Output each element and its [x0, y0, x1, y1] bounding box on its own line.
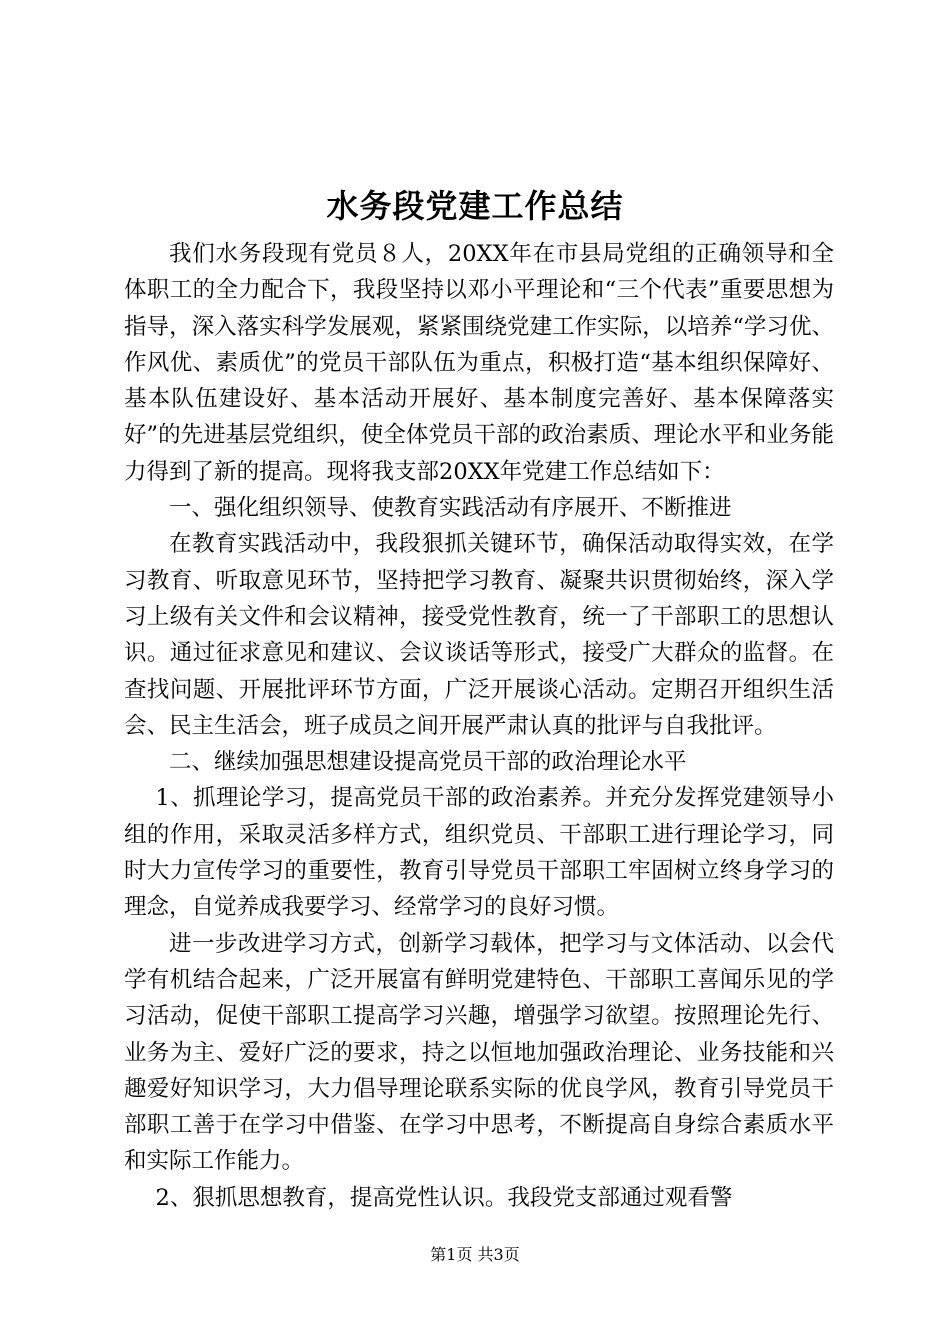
section-heading-2: 二、继续加强思想建设提高党员干部的政治理论水平 [169, 749, 687, 776]
paragraph-item-2: 2、狠抓思想教育，提高党性认识。我段党支部通过观看警 [155, 1184, 733, 1211]
section-heading-1: 一、强化组织领导、使教育实践活动有序展开、不断推进 [169, 495, 732, 522]
document-body [124, 236, 834, 1216]
paragraph-study-methods: 进一步改进学习方式，创新学习载体，把学习与文体活动、以会代学有机结合起来，广泛开展富有鲜明党建特色、干部职工喜闻乐见的学习活动，促使干部职工提高学习兴趣，增强学习欲望。按照理论先行、业务为主、爱好广泛的要求，持之以恒地加强政治理论、业务技能和兴趣爱好知识学习，大力倡导理论联系实际的优良学风，教育引导党员干部职工善于在学习中借鉴、在学习中思考，不断提高自身综合素质水平和实际工作能力。 [124, 930, 834, 1175]
document-title: 水务段党建工作总结 [326, 187, 624, 225]
paragraph-section-1: 在教育实践活动中，我段狠抓关键环节，确保活动取得实效，在学习教育、听取意见环节，坚持把学习教育、凝聚共识贯彻始终，深入学习上级有关文件和会议精神，接受党性教育，统一了干部职工的思想认识。通过征求意见和建议、会议谈话等形式，接受广大群众的监督。在查找问题、开展批评环节方面，广泛开展谈心活动。定期召开组织生活会、民主生活会，班子成员之间开展严肃认真的批评与自我批评。 [124, 531, 834, 739]
paragraph-intro: 我们水务段现有党员８人，20XX年在市县局党组的正确领导和全体职工的全力配合下，我段坚持以邓小平理论和“三个代表”重要思想为指导，深入落实科学发展观，紧紧围绕党建工作实际，以培养“学习优、作风优、素质优”的党员干部队伍为重点，积极打造“基本组织保障好、基本队伍建设好、基本活动开展好、基本制度完善好、基本保障落实好”的先进基层党组织，使全体党员干部的政治素质、理论水平和业务能力得到了新的提高。现将我支部20XX年党建工作总结如下： [124, 241, 834, 485]
paragraph-item-1: 1、抓理论学习，提高党员干部的政治素养。并充分发挥党建领导小组的作用，采取灵活多样方式，组织党员、干部职工进行理论学习，同时大力宣传学习的重要性，教育引导党员干部职工牢固树立终身学习的理念，自觉养成我要学习、经常学习的良好习惯。 [124, 785, 834, 921]
page-footer: 第1页 共3页 [430, 1245, 520, 1264]
